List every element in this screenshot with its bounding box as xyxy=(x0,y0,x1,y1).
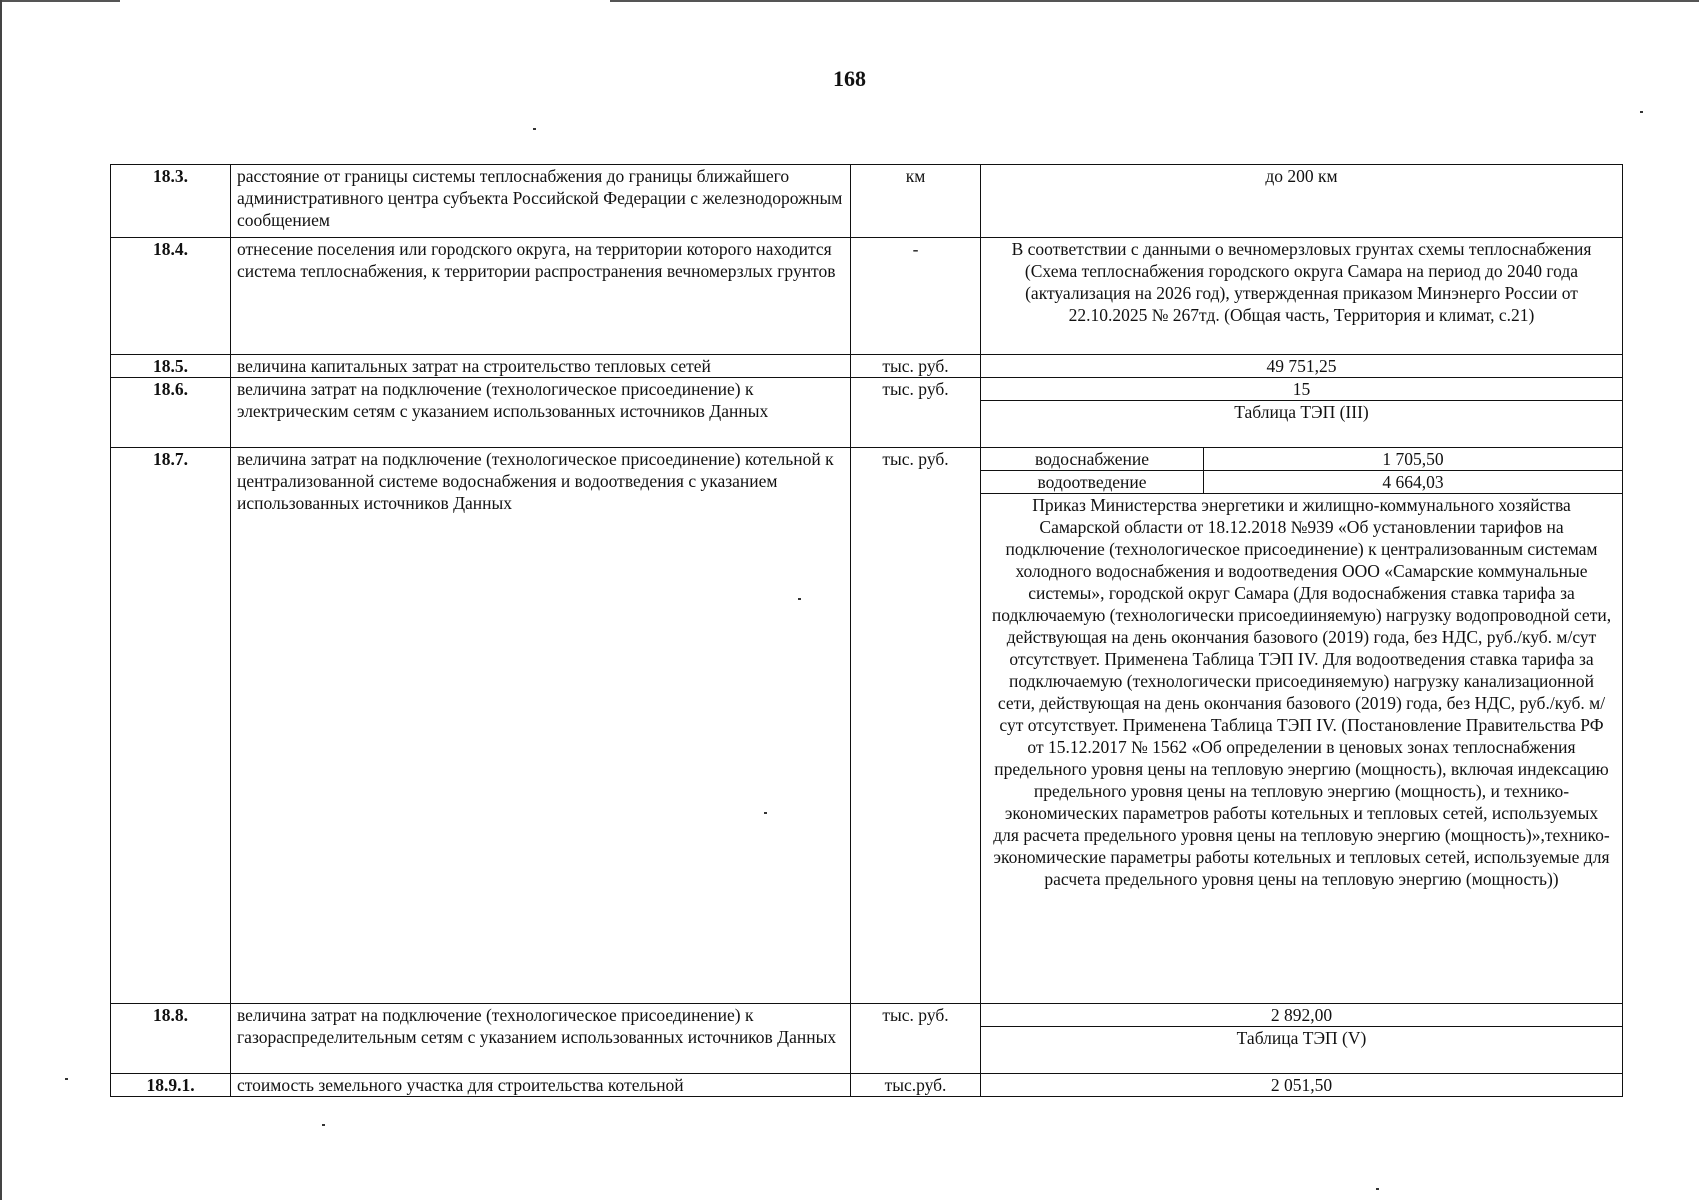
row-value-cell xyxy=(981,378,1623,448)
row-value: 2 892,00 xyxy=(981,1004,1622,1027)
row-value: 49 751,25 xyxy=(981,355,1623,378)
row-value: 2 051,50 xyxy=(981,1074,1623,1097)
scan-speck xyxy=(533,128,536,130)
row-value: В соответствии с данными о вечномерзловых грунтах схемы теплоснабжения (Схема теплоснабжения городского округа Самара на период до 2040 года (актуализация на 2026 год), утвержденная приказом Минэнерго России от 22.10.2025 № 267тд. (Общая часть, Территория и климат, с.21) xyxy=(981,238,1623,355)
row-unit: тыс. руб. xyxy=(851,1004,981,1074)
row-description: стоимость земельного участка для строительства котельной xyxy=(231,1074,851,1097)
scan-left-edge xyxy=(0,0,2,1200)
scan-speck xyxy=(1640,111,1643,113)
table-row xyxy=(111,1074,1623,1097)
row-unit: тыс.руб. xyxy=(851,1074,981,1097)
scan-speck xyxy=(322,1124,325,1126)
water-disposal-label: водоотведение xyxy=(981,471,1204,494)
table-row xyxy=(111,355,1623,378)
row-unit: тыс. руб. xyxy=(851,378,981,448)
parameters-table xyxy=(110,164,1623,1097)
water-costs-subtable xyxy=(981,448,1622,494)
row-number: 18.6. xyxy=(111,378,231,448)
row-unit: км xyxy=(851,165,981,238)
row-source: Таблица ТЭП (V) xyxy=(1236,1028,1367,1048)
scan-speck xyxy=(65,1078,68,1080)
row-value: 15 xyxy=(981,378,1622,401)
table-row xyxy=(111,238,1623,355)
row-number: 18.5. xyxy=(111,355,231,378)
row-number: 18.8. xyxy=(111,1004,231,1074)
table-row xyxy=(111,448,1623,1004)
water-supply-value: 1 705,50 xyxy=(1204,448,1623,471)
row-unit: - xyxy=(851,238,981,355)
row-value-cell xyxy=(981,448,1623,1004)
row-description: расстояние от границы системы теплоснабжения до границы ближайшего административного центра субъекта Российской Федерации с железнодорожным сообщением xyxy=(231,165,851,238)
row-description: величина затрат на подключение (технологическое присоединение) к газораспределительным сетям с указанием использованных источников Данных xyxy=(231,1004,851,1074)
row-unit: тыс. руб. xyxy=(851,355,981,378)
row-description: величина затрат на подключение (технологическое присоединение) к электрическим сетям с указанием использованных источников Данных xyxy=(231,378,851,448)
water-disposal-value: 4 664,03 xyxy=(1204,471,1623,494)
scan-top-rule-left xyxy=(0,0,120,2)
row-description: отнесение поселения или городского округа, на территории которого находится система теплоснабжения, к территории распространения вечномерзлых грунтов xyxy=(231,238,851,355)
row-number: 18.7. xyxy=(111,448,231,1004)
row-source: Таблица ТЭП (III) xyxy=(1234,402,1369,422)
scan-speck xyxy=(1376,1188,1379,1190)
row-description: величина капитальных затрат на строительство тепловых сетей xyxy=(231,355,851,378)
row-number: 18.4. xyxy=(111,238,231,355)
table-row xyxy=(111,1004,1623,1074)
subtable-row xyxy=(981,471,1622,494)
row-value: до 200 км xyxy=(981,165,1623,238)
row-value-cell xyxy=(981,1004,1623,1074)
row-source: Приказ Министерства энергетики и жилищно-коммунального хозяйства Самарской области от 18.12.2018 №939 «Об установлении тарифов на подключение (технологическое присоединение) к централизованным системам холодного водоснабжения и водоотведения ООО «Самарские коммунальные системы», городской округ Самара (Для водоснабжения ставка тарифа за подключаемую (технологически присоедииняемую) нагрузку водопроводной сети, действующая на день окончания базового (2019) года, без НДС, руб./куб. м/сут отсутствует. Применена Таблица ТЭП IV. Для водоотведения ставка тарифа за подключаемую (технологически присоединяемую) нагрузку канализационной сети, действующая на день окончания базового (2019) года, без НДС, руб./куб. м/сут отсутствует. Применена Таблица ТЭП IV. (Постановление Правительства РФ от 15.12.2017 № 1562 «Об определении в ценовых зонах теплоснабжения предельного уровня цены на тепловую энергию (мощность), включая индексацию предельного уровня цены на тепловую энергию (мощность), и технико-экономических параметров работы котельных и тепловых сетей, используемых для расчета предельного уровня цены на тепловую энергию (мощность)»,технико-экономические параметры работы котельных и тепловых сетей, используемые для расчета предельного уровня цены на тепловую энергию (мощность)) xyxy=(991,495,1612,889)
row-unit: тыс. руб. xyxy=(851,448,981,1004)
row-description: величина затрат на подключение (технологическое присоединение) котельной к централизованной системе водоснабжения и водоотведения с указанием использованных источников Данных xyxy=(231,448,851,1004)
water-supply-label: водоснабжение xyxy=(981,448,1204,471)
page-number: 168 xyxy=(833,66,866,91)
subtable-row xyxy=(981,448,1622,471)
table-row xyxy=(111,165,1623,238)
row-number: 18.9.1. xyxy=(111,1074,231,1097)
scan-top-rule-right xyxy=(610,0,1699,2)
row-number: 18.3. xyxy=(111,165,231,238)
table-row xyxy=(111,378,1623,448)
